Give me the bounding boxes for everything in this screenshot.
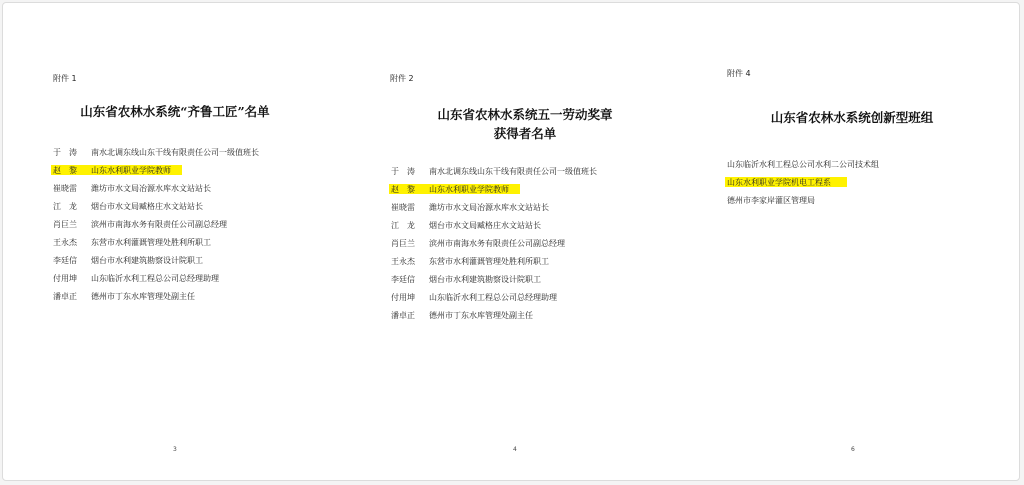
organization: 南水北调东线山东干线有限责任公司一级值班长 [429, 166, 597, 176]
list-item [53, 143, 259, 161]
organization: 山东临沂水利工程总公司总经理助理 [91, 273, 219, 283]
page-number: 4 [513, 446, 517, 453]
organization: 烟台市水利建筑勘察设计院职工 [429, 274, 541, 284]
person-name: 肖巨兰 [53, 219, 77, 229]
organization: 滨州市南海水务有限责任公司副总经理 [429, 238, 565, 248]
list-item [391, 162, 597, 180]
organization: 东营市水利灌溉管理处胜利所职工 [429, 256, 549, 266]
list-item [53, 215, 259, 233]
list-item [391, 270, 597, 288]
organization: 南水北调东线山东干线有限责任公司一级值班长 [91, 147, 259, 157]
organization: 潍坊市水文局冶源水库水文站站长 [91, 183, 211, 193]
organization: 烟台市水利建筑勘察设计院职工 [91, 255, 203, 265]
organization: 山东临沂水利工程总公司总经理助理 [429, 292, 557, 302]
organization: 德州市丁东水库管理处副主任 [91, 291, 195, 301]
document-viewer [2, 2, 1020, 481]
organization: 山东临沂水利工程总公司水利二公司技术组 [727, 159, 879, 169]
team-list [727, 155, 879, 209]
page-title [683, 108, 1021, 127]
organization: 山东水利职业学院教师 [91, 165, 171, 175]
person-name: 付用坤 [53, 273, 77, 283]
name-list [391, 162, 597, 324]
person-name: 王永杰 [53, 237, 77, 247]
list-item [53, 269, 259, 287]
title-line: 山东省农林水系统创新型班组 [770, 110, 934, 125]
person-name: 付用坤 [391, 292, 415, 302]
list-item [53, 251, 259, 269]
document-page-1 [3, 3, 341, 480]
person-name: 王永杰 [391, 256, 415, 266]
attachment-label: 附件 1 [53, 74, 77, 83]
person-name: 崔晓雷 [53, 183, 77, 193]
organization: 山东水利职业学院教师 [429, 184, 509, 194]
page-title [9, 102, 341, 121]
list-item [391, 306, 597, 324]
person-name: 李廷信 [391, 274, 415, 284]
organization: 德州市李家岸灌区管理局 [727, 195, 815, 205]
organization: 滨州市南海水务有限责任公司副总经理 [91, 219, 227, 229]
person-name: 赵 黎 [391, 184, 415, 194]
person-name: 于 涛 [391, 166, 415, 176]
organization: 德州市丁东水库管理处副主任 [429, 310, 533, 320]
title-line: 山东省农林水系统“齐鲁工匠”名单 [80, 104, 270, 119]
organization: 烟台市水文局臧格庄水文站站长 [429, 220, 541, 230]
list-item [727, 155, 879, 173]
list-item-highlighted [391, 180, 597, 198]
list-item-highlighted [53, 161, 259, 179]
person-name: 江 龙 [53, 201, 77, 211]
person-name: 李廷信 [53, 255, 77, 265]
organization: 潍坊市水文局冶源水库水文站站长 [429, 202, 549, 212]
list-item [391, 252, 597, 270]
list-item [53, 233, 259, 251]
person-name: 于 涛 [53, 147, 77, 157]
page-number: 3 [173, 446, 177, 453]
list-item [391, 216, 597, 234]
list-item-highlighted [727, 173, 879, 191]
person-name: 江 龙 [391, 220, 415, 230]
list-item [727, 191, 879, 209]
title-line: 山东省农林水系统五一劳动奖章 [437, 107, 613, 122]
person-name: 崔晓雷 [391, 202, 415, 212]
list-item [391, 198, 597, 216]
page-title [371, 105, 679, 143]
list-item [391, 288, 597, 306]
organization: 烟台市水文局臧格庄水文站站长 [91, 201, 203, 211]
organization: 东营市水利灌溉管理处胜利所职工 [91, 237, 211, 247]
person-name: 潘卓正 [53, 291, 77, 301]
name-list [53, 143, 259, 305]
page-number: 6 [851, 446, 855, 453]
person-name: 潘卓正 [391, 310, 415, 320]
list-item [53, 179, 259, 197]
attachment-label: 附件 2 [390, 74, 414, 83]
list-item [391, 234, 597, 252]
person-name: 肖巨兰 [391, 238, 415, 248]
document-page-2 [341, 3, 679, 480]
organization: 山东水利职业学院机电工程系 [727, 177, 831, 187]
list-item [53, 197, 259, 215]
person-name: 赵 黎 [53, 165, 77, 175]
list-item [53, 287, 259, 305]
title-line: 获得者名单 [493, 126, 557, 141]
document-page-3 [679, 3, 1021, 480]
attachment-label: 附件 4 [727, 69, 751, 78]
